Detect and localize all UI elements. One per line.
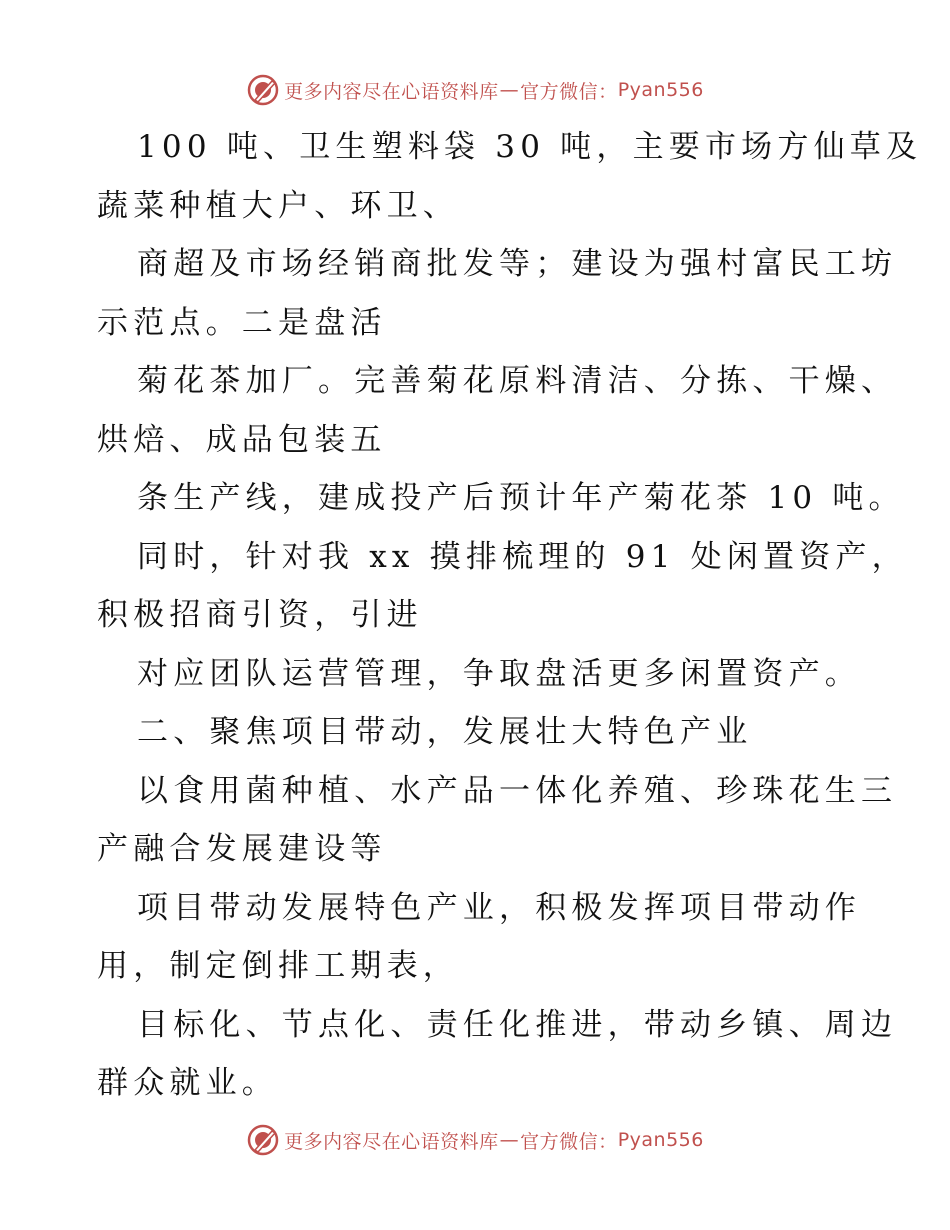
watermark-wechat-label: 官方微信： xyxy=(520,80,618,103)
watermark-separator: — xyxy=(499,1129,520,1151)
text-line-6: 烘焙、成品包装五 xyxy=(97,421,387,458)
document-body xyxy=(97,118,923,1113)
watermark-wechat-id: Pyan556 xyxy=(617,1129,704,1151)
header-watermark xyxy=(0,70,950,110)
text-line-5: 菊花茶加厂。完善菊花原料清洁、分拣、干燥、 xyxy=(137,363,898,399)
text-line-1: 100 吨、卫生塑料袋 30 吨，主要市场方仙草及 xyxy=(137,129,923,165)
text-line-13: 产融合发展建设等 xyxy=(97,831,387,867)
watermark-wechat-id: Pyan556 xyxy=(617,79,704,101)
text-line-3: 商超及市场经销商批发等；建设为强村富民工坊 xyxy=(137,246,898,282)
text-line-17: 群众就业。 xyxy=(97,1065,278,1101)
text-line-7: 条生产线，建成投产后预计年产菊花茶 10 吨。 xyxy=(137,480,905,516)
watermark-separator: — xyxy=(499,79,520,101)
watermark-text: 更多内容尽在心语资料库 xyxy=(284,80,499,103)
text-line-16: 目标化、节点化、责任化推进，带动乡镇、周边 xyxy=(137,1006,898,1043)
section-heading: 二、聚焦项目带动，发展壮大特色产业 xyxy=(137,714,753,750)
text-line-10: 对应团队运营管理，争取盘活更多闲置资产。 xyxy=(137,655,861,692)
text-line-4: 示范点。二是盘活 xyxy=(97,304,387,341)
text-line-12: 以食用菌种植、水产品一体化养殖、珍珠花生三 xyxy=(137,772,898,809)
watermark-text: 更多内容尽在心语资料库 xyxy=(284,1130,499,1153)
watermark-wechat-label: 官方微信： xyxy=(520,1130,618,1153)
text-line-9: 积极招商引资，引进 xyxy=(97,597,423,633)
text-line-15: 用，制定倒排工期表， xyxy=(97,948,459,984)
footer-watermark xyxy=(0,1120,950,1160)
pen-seal-icon xyxy=(246,1123,280,1157)
text-line-8: 同时，针对我 xx 摸排梳理的 91 处闲置资产， xyxy=(137,538,908,575)
pen-seal-icon xyxy=(246,73,280,107)
text-line-2: 蔬菜种植大户、环卫、 xyxy=(97,187,459,224)
text-line-14: 项目带动发展特色产业，积极发挥项目带动作 xyxy=(137,889,861,926)
